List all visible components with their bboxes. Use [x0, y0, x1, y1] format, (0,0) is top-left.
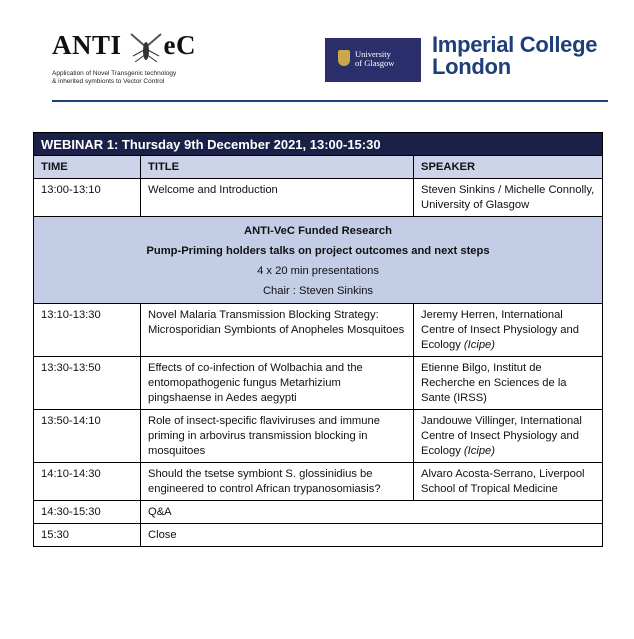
imperial-college-logo [432, 34, 597, 78]
funded-research-cell [34, 217, 603, 304]
column-header-speaker: SPEAKER [414, 156, 603, 179]
antivec-logo [52, 30, 212, 90]
university-of-glasgow-logo [325, 38, 421, 82]
funded-research-subheading: Pump-Priming holders talks on project outcomes and next steps [146, 245, 490, 257]
mosquito-icon [123, 32, 169, 62]
antivec-subtitle-line-1: Application of Novel Transgenic technology [52, 70, 177, 77]
imperial-line-1: Imperial College [432, 32, 598, 57]
title-cell: Should the tsetse symbiont S. glossinidius be engineered to control African trypanosomiasis? [141, 463, 414, 501]
time-cell: 13:50-14:10 [34, 410, 141, 463]
title-cell: Q&A [141, 501, 603, 524]
antivec-subtitle [52, 70, 176, 85]
speaker-text: Jeremy Herren, International Centre of Insect Physiology and Ecology [421, 309, 579, 351]
table-row [34, 524, 603, 547]
glasgow-line-1: University [355, 49, 391, 59]
table-row [34, 304, 603, 357]
title-cell: Novel Malaria Transmission Blocking Strategy: Microsporidian Symbionts of Anopheles Mosquitoes [141, 304, 414, 357]
webinar-title: WEBINAR 1: Thursday 9th December 2021, 13:00-15:30 [34, 133, 603, 156]
time-cell: 14:30-15:30 [34, 501, 141, 524]
speaker-cell [414, 304, 603, 357]
speaker-cell: Alvaro Acosta-Serrano, Liverpool School of Tropical Medicine [414, 463, 603, 501]
time-cell: 14:10-14:30 [34, 463, 141, 501]
title-cell: Welcome and Introduction [141, 179, 414, 217]
title-cell: Effects of co-infection of Wolbachia and the entomopathogenic fungus Metarhizium pingshaense in Aedes aegypti [141, 357, 414, 410]
speaker-cell: Steven Sinkins / Michelle Connolly, University of Glasgow [414, 179, 603, 217]
time-cell: 13:10-13:30 [34, 304, 141, 357]
title-cell: Close [141, 524, 603, 547]
time-cell: 13:30-13:50 [34, 357, 141, 410]
presentations-count: 4 x 20 min presentations [257, 265, 379, 277]
webinar-title-row [34, 133, 603, 156]
speaker-text: Jandouwe Villinger, International Centre of Insect Physiology and Ecology [421, 415, 582, 457]
speaker-affiliation-abbrev: (Icipe) [463, 339, 496, 351]
speaker-cell [414, 410, 603, 463]
glasgow-line-2: of Glasgow [355, 58, 395, 68]
header-divider [52, 100, 608, 102]
speaker-affiliation-abbrev: (Icipe) [463, 445, 496, 457]
table-row [34, 357, 603, 410]
funded-research-row [34, 217, 603, 304]
session-chair: Chair : Steven Sinkins [262, 285, 374, 297]
table-row [34, 410, 603, 463]
antivec-logo-left: ANTI [52, 30, 122, 60]
speaker-cell: Etienne Bilgo, Institut de Recherche en Sciences de la Sante (IRSS) [414, 357, 603, 410]
table-row [34, 463, 603, 501]
title-cell: Role of insect-specific flaviviruses and immune priming in arbovirus transmission blocking in mosquitoes [141, 410, 414, 463]
glasgow-crest-icon [338, 50, 350, 66]
time-cell: 13:00-13:10 [34, 179, 141, 217]
time-cell: 15:30 [34, 524, 141, 547]
column-header-time: TIME [34, 156, 141, 179]
page-header [0, 0, 634, 104]
schedule-table [33, 132, 603, 547]
antivec-subtitle-line-2: & inherited symbionts to Vector Control [52, 77, 165, 85]
glasgow-logo-text [355, 50, 394, 68]
imperial-line-2: London [432, 54, 511, 79]
table-row [34, 501, 603, 524]
antivec-logo-right: eC [163, 30, 196, 60]
funded-research-heading: ANTI-VeC Funded Research [244, 225, 392, 237]
column-header-title: TITLE [141, 156, 414, 179]
column-header-row [34, 156, 603, 179]
table-row [34, 179, 603, 217]
